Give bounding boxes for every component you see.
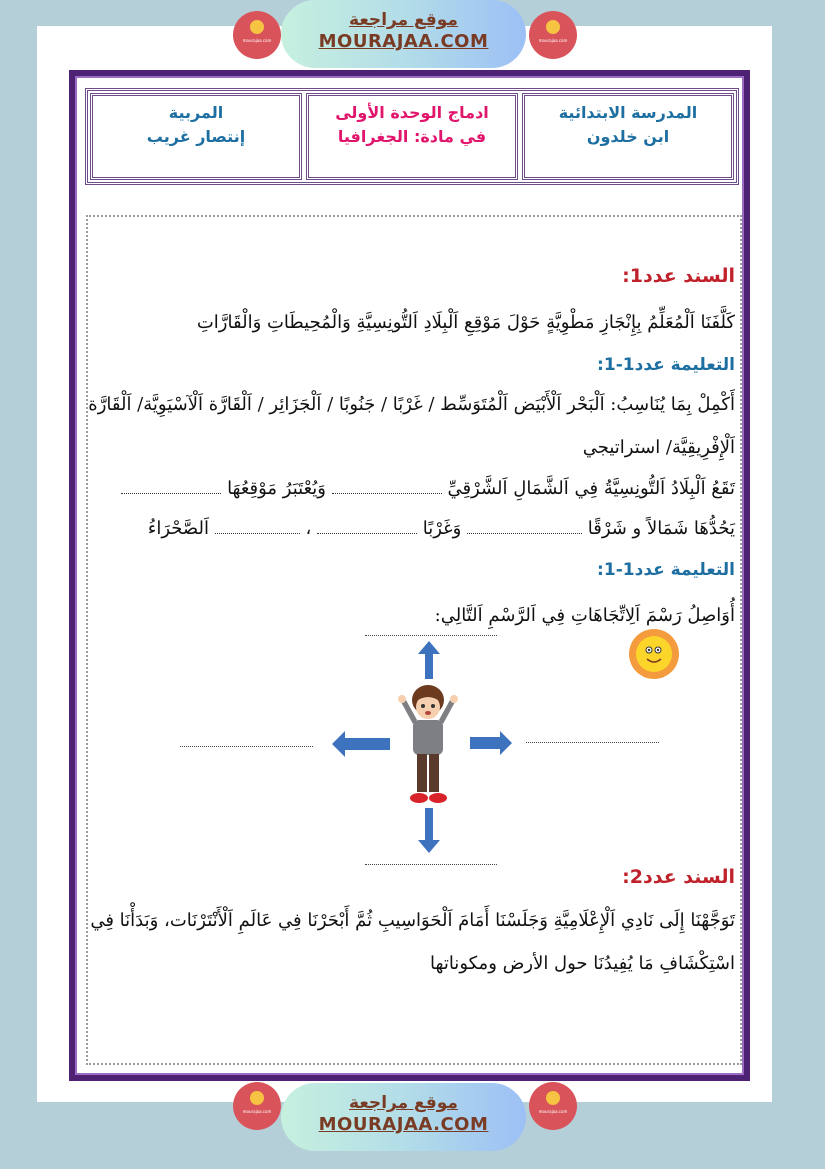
book-icon <box>546 20 560 34</box>
badge-text: mourajaa.com <box>242 1109 272 1114</box>
banner-arabic: موقع مراجعة <box>349 10 458 30</box>
fill1-text-b: وَيُعْتَبَرُ مَوْقِعُهَا <box>227 478 326 499</box>
subject-name: في مادة: الجغرافيا <box>337 127 487 146</box>
badge-text: mourajaa.com <box>538 1109 568 1114</box>
site-logo-badge[interactable] <box>233 1082 281 1130</box>
banner-arabic: موقع مراجعة <box>349 1093 458 1113</box>
site-banner-top[interactable] <box>281 0 526 68</box>
teacher-name: إنتصار غريب <box>146 127 246 146</box>
banner-link[interactable]: MOURAJAA.COM <box>318 1114 489 1135</box>
site-logo-badge[interactable] <box>233 11 281 59</box>
school-cell <box>522 93 734 180</box>
fill2-text-b: وَغَرْبًا <box>422 518 462 539</box>
arrow-down-icon <box>418 808 440 853</box>
site-logo-badge[interactable] <box>529 1082 577 1130</box>
book-icon <box>250 1091 264 1105</box>
badge-text: mourajaa.com <box>242 38 272 43</box>
fill1-text-a: تَقَعُ اَلْبِلَادُ اَلتُّونِسِيَّةُ فِي اَلشَّمَالِ اَلشَّرْقِيِّ <box>447 478 735 499</box>
doc1-text: كَلَّفَنَا اَلْمُعَلِّمُ بِإِنْجَازِ مَطْوِيَّةٍ حَوْلَ مَوْقِعِ اَلْبِلَادِ اَلتُّونِسِيَّةِ وَالْمُحِيطَاتِ وَالْقَارَّاتِ <box>196 312 735 333</box>
answer-blank[interactable] <box>317 532 417 534</box>
answer-line-west[interactable] <box>180 746 313 747</box>
answer-line-south[interactable] <box>365 864 497 865</box>
doc2-title: السند عدد2: <box>622 866 735 888</box>
school-type: المدرسة الابتدائية <box>558 103 698 122</box>
teacher-cell <box>90 93 302 180</box>
instruction1-word-bank: أَكْمِلْ بِمَا يُنَاسِبُ: اَلْبَحْر اَلْأَبْيَض اَلْمُتَوَسِّط / غَرْبًا / جَنُوبًا / اَلْجَزَائِر / اَلْقَارَّة اَلْآسْيَوِيَّة/ اَلْقَارَّة <box>88 394 735 415</box>
unit-title: ادماج الوحدة الأولى <box>335 103 489 122</box>
boy-illustration <box>397 680 459 808</box>
doc2-text-line1: تَوَجَّهْنَا إِلَى نَادِي اَلْإِعْلَامِيَّةِ وَجَلَسْنَا أَمَامَ اَلْحَوَاسِيبِ ثُمَّ أَبْحَرْنَا فِي عَالَمِ اَلْأَنْتَرْنَات، وَبَدَأْنَا فِي <box>90 910 735 931</box>
instruction1-word-bank-cont: اَلْإِفْرِيقِيَّة/ استراتيجي <box>582 437 735 458</box>
sun-illustration <box>628 628 680 680</box>
banner-link[interactable]: MOURAJAA.COM <box>318 31 489 52</box>
site-logo-badge[interactable] <box>529 11 577 59</box>
fill-sentence-1 <box>121 478 735 499</box>
doc2-text-line2: اسْتِكْشَافِ مَا يُفِيدُنَا حول الأرض ومكوناتها <box>430 953 735 974</box>
instruction2-title: التعليمة عدد1-1: <box>597 560 735 580</box>
teacher-label: المربية <box>168 103 224 122</box>
book-icon <box>546 1091 560 1105</box>
answer-blank[interactable] <box>467 532 582 534</box>
arrow-up-icon <box>418 641 440 679</box>
fill2-text-c: ، <box>305 518 312 539</box>
answer-blank[interactable] <box>332 492 442 494</box>
header-table <box>85 88 739 185</box>
fill2-text-d: اَلصَّحْرَاءُ <box>147 518 209 539</box>
site-banner-bottom[interactable] <box>281 1083 526 1151</box>
doc1-title: السند عدد1: <box>622 265 735 287</box>
subject-cell <box>306 93 518 180</box>
arrow-left-icon <box>332 731 390 757</box>
fill-sentence-2 <box>148 518 735 539</box>
book-icon <box>250 20 264 34</box>
answer-line-east[interactable] <box>526 742 659 743</box>
instruction2-text: أُوَاصِلُ رَسْمَ اَلِاتِّجَاهَاتِ فِي اَلرَّسْمِ اَلتَّالِي: <box>434 605 735 626</box>
answer-blank[interactable] <box>215 532 300 534</box>
instruction1-title: التعليمة عدد1-1: <box>597 355 735 375</box>
arrow-right-icon <box>470 731 512 755</box>
badge-text: mourajaa.com <box>538 38 568 43</box>
school-name: ابن خلدون <box>586 127 670 146</box>
fill2-text-a: يَحُدُّهَا شَمَالاً و شَرْقًا <box>587 518 735 539</box>
answer-line-north[interactable] <box>365 635 497 636</box>
answer-blank[interactable] <box>121 492 221 494</box>
